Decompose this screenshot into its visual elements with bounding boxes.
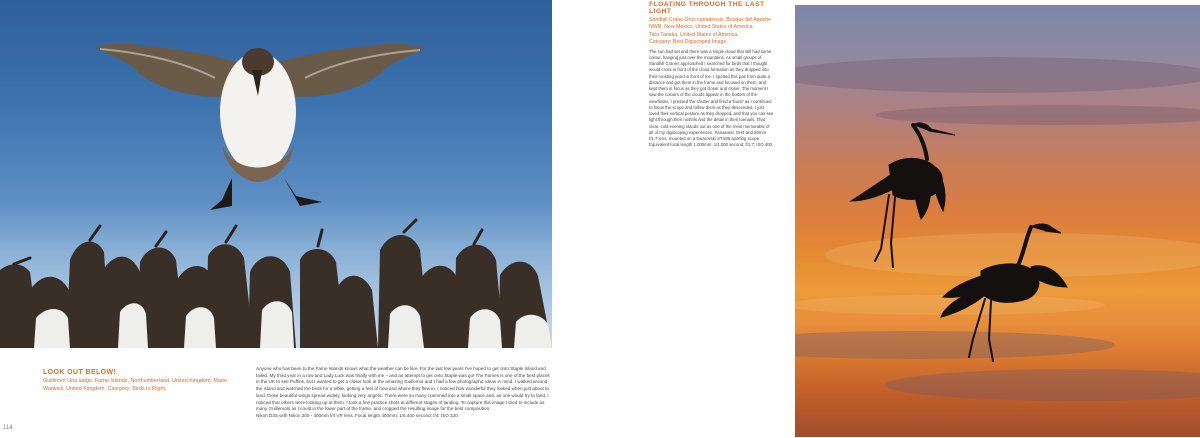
right-caption-meta <box>649 17 774 47</box>
left-caption <box>43 369 233 393</box>
right-caption-title: FLOATING THROUGH THE LAST LIGHT <box>649 1 765 15</box>
right-caption-photographer: Tara Tanaka, United States of America. <box>649 31 739 38</box>
left-camera-settings: Nikon D3S with Nikon 200 - 400mm f/4 VR lens. Focal length 400mm; 1/6,400 second; f/4; ISO 320. <box>256 412 459 418</box>
right-caption-species: Sandhill Crane Grus canadensis. Bosque del Apache <box>649 17 771 23</box>
right-caption-location: NWR, New Mexico, United States of America. <box>649 24 754 31</box>
guillemot-illustration <box>0 0 552 348</box>
right-body-text: The sun had set and there was a single cloud that still had some colour, hanging just over the mountains. As small groups of Sandhill Cranes approached I searched for birds that I thought would cross in front of the cloud formation as they dropped into their roosting pond in front of me. I spotted this pair from quite a distance and got them in the frame and focused on them, and kept them in focus as they got closer and closer. The moment I saw the colours of the clouds appear in the bottom of the viewfinder, I pressed the shutter and fired a 'burst' as I continued to focus the scope and follow them as they descended. I just loved their vertical posture as they dropped, and that you can see light through their nostrils and the detail in their toenails. That clear, cold evening stands out as one of the most memorable of all of my digiscoping experiences. Panasonic GH4 and 20mm f/1.7 lens, mounted on a Swarovski STX85 spotting scope. Equivalent focal length 1,000mm; 1/1,000 second; f/1.7; ISO 400. <box>649 48 774 148</box>
guillemot-photo <box>0 0 552 348</box>
cranes-illustration <box>795 5 1200 437</box>
left-caption-meta: Guillemot Uria aalge. Farne Islands, Northumberland, United Kingdom. Marie Warwick, United Kingdom. Category: Birds in Flight. <box>43 378 227 392</box>
left-body <box>256 366 554 420</box>
cranes-photo <box>795 5 1200 437</box>
right-caption <box>649 1 774 149</box>
left-caption-title: LOOK OUT BELOW! <box>43 369 117 376</box>
left-body-text: Anyone who has been to the Farne Islands knows what the weather can be like. For the last few years I've hoped to get onto Staple Island and failed. My third year in a row and Lady Luck was finally with me – and an attempt to get onto Staple was go! The Farnes is one of the best places in the UK to see Puffins, but I wanted to get a closer look at the amazing Guillemot and I had a few photographic ideas in mind. I walked around the island and watched the birds for a while, getting a feel of how and where they flew in. I noticed how wonderful they looked when just about to land, those beautiful wings spread widely, looking very angelic. There were so many crammed into a small space and, as one would try to land, I noticed that others were looking up at them. I took a few practice shots at different stages of landing. To capture this image I tried to include as many Guillemots as I could in the lower part of the frame, and cropped the resulting image for the best composition. <box>256 366 550 412</box>
page-number: 114 <box>3 425 13 431</box>
right-caption-category: Category: Best Digiscoped Image. <box>649 39 728 46</box>
